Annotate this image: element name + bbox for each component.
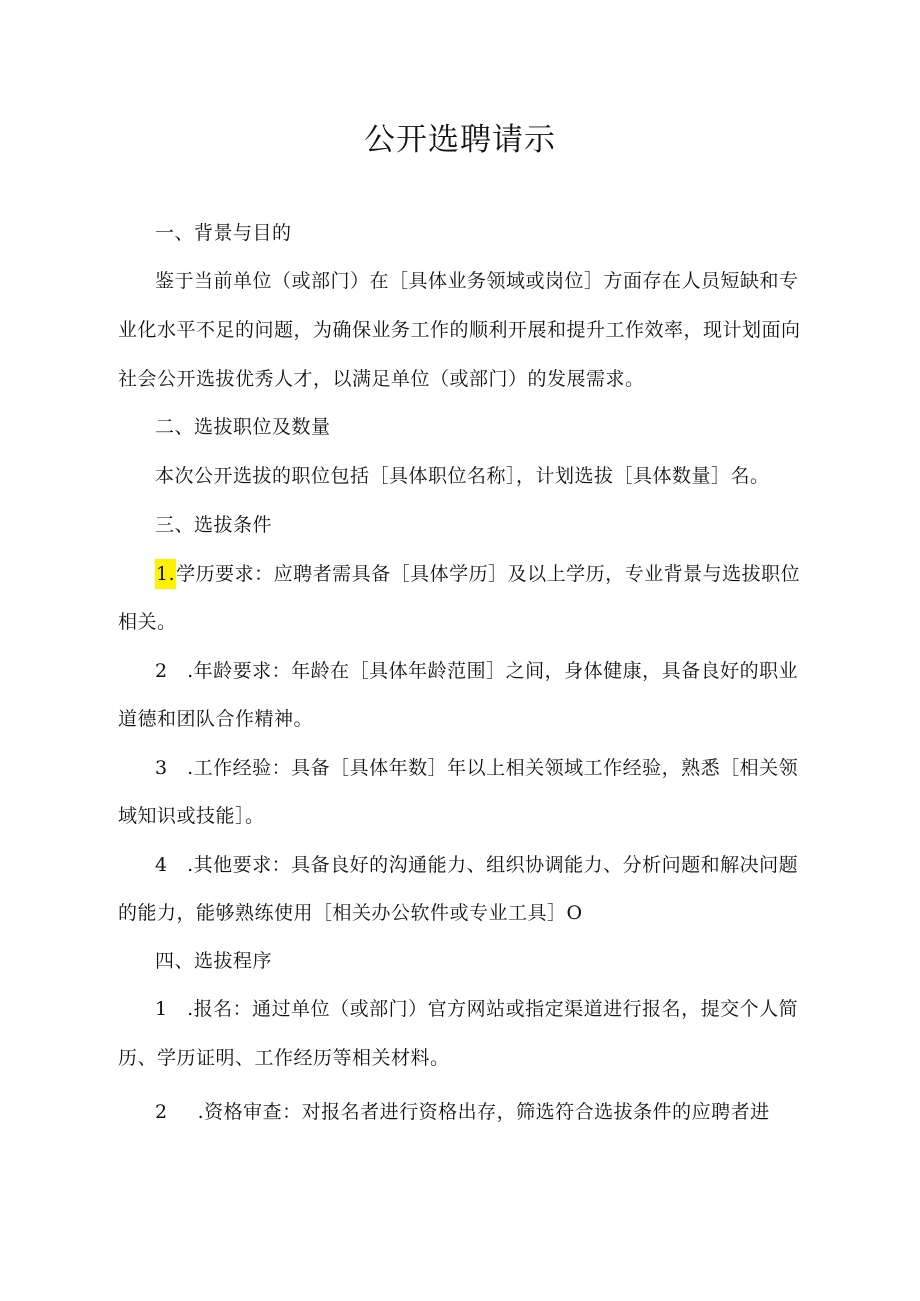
section-4-item-2-text: .资格审查：对报名者进行资格出存，筛选符合选拔条件的应聘者进 — [197, 1101, 770, 1123]
section-3-item-3-line-1: 3 .工作经验：具备［具体年数］年以上相关领域工作经验，熟悉［相关领 — [155, 757, 799, 779]
section-3-item-4-line-2: 的能力，能够熟练使用［相关办公软件或专业工具］O — [118, 902, 583, 924]
section-3-item-2-line-1: 2 .年龄要求：年龄在［具体年龄范围］之间，身体健康，具备良好的职业 — [155, 660, 799, 682]
highlighted-item-number: 1. — [155, 559, 176, 589]
section-1-paragraph-line-2: 业化水平不足的问题，为确保业务工作的顺利开展和提升工作效率，现计划面向 — [118, 319, 801, 341]
section-3-item-1-line-1 — [155, 562, 800, 586]
section-1-paragraph-line-3: 社会公开选拔优秀人才，以满足单位（或部门）的发展需求。 — [118, 368, 645, 390]
section-4-item-1-line-2: 历、学历证明、工作经历等相关材料。 — [118, 1047, 450, 1069]
section-1-heading: 一、背景与目的 — [155, 222, 292, 244]
section-3-item-4-line-1: 4 .其他要求：具备良好的沟通能力、组织协调能力、分析问题和解决问题 — [155, 854, 799, 876]
section-3-item-1-text: 学历要求：应聘者需具备［具体学历］及以上学历，专业背景与选拔职位 — [176, 563, 801, 585]
section-1-paragraph-line-1: 鉴于当前单位（或部门）在［具体业务领域或岗位］方面存在人员短缺和专 — [155, 270, 799, 292]
section-3-item-3-line-2: 域知识或技能］。 — [118, 805, 265, 827]
section-3-heading: 三、选拔条件 — [155, 514, 273, 536]
section-4-item-2-line-1 — [155, 1100, 770, 1124]
section-3-item-2-line-2: 道德和团队合作精神。 — [118, 708, 314, 730]
section-2-heading: 二、选拔职位及数量 — [155, 416, 331, 438]
section-4-item-1-line-1: 1 .报名：通过单位（或部门）官方网站或指定渠道进行报名，提交个人简 — [155, 998, 799, 1020]
section-2-paragraph-line-1: 本次公开选拔的职位包括［具体职位名称］，计划选拔［具体数量］名。 — [155, 465, 770, 487]
document-title: 公开选聘请示 — [364, 122, 556, 158]
section-4-heading: 四、选拔程序 — [155, 950, 273, 972]
section-3-item-1-line-2: 相关。 — [118, 611, 177, 633]
section-4-item-2-number: 2 — [155, 1101, 168, 1123]
